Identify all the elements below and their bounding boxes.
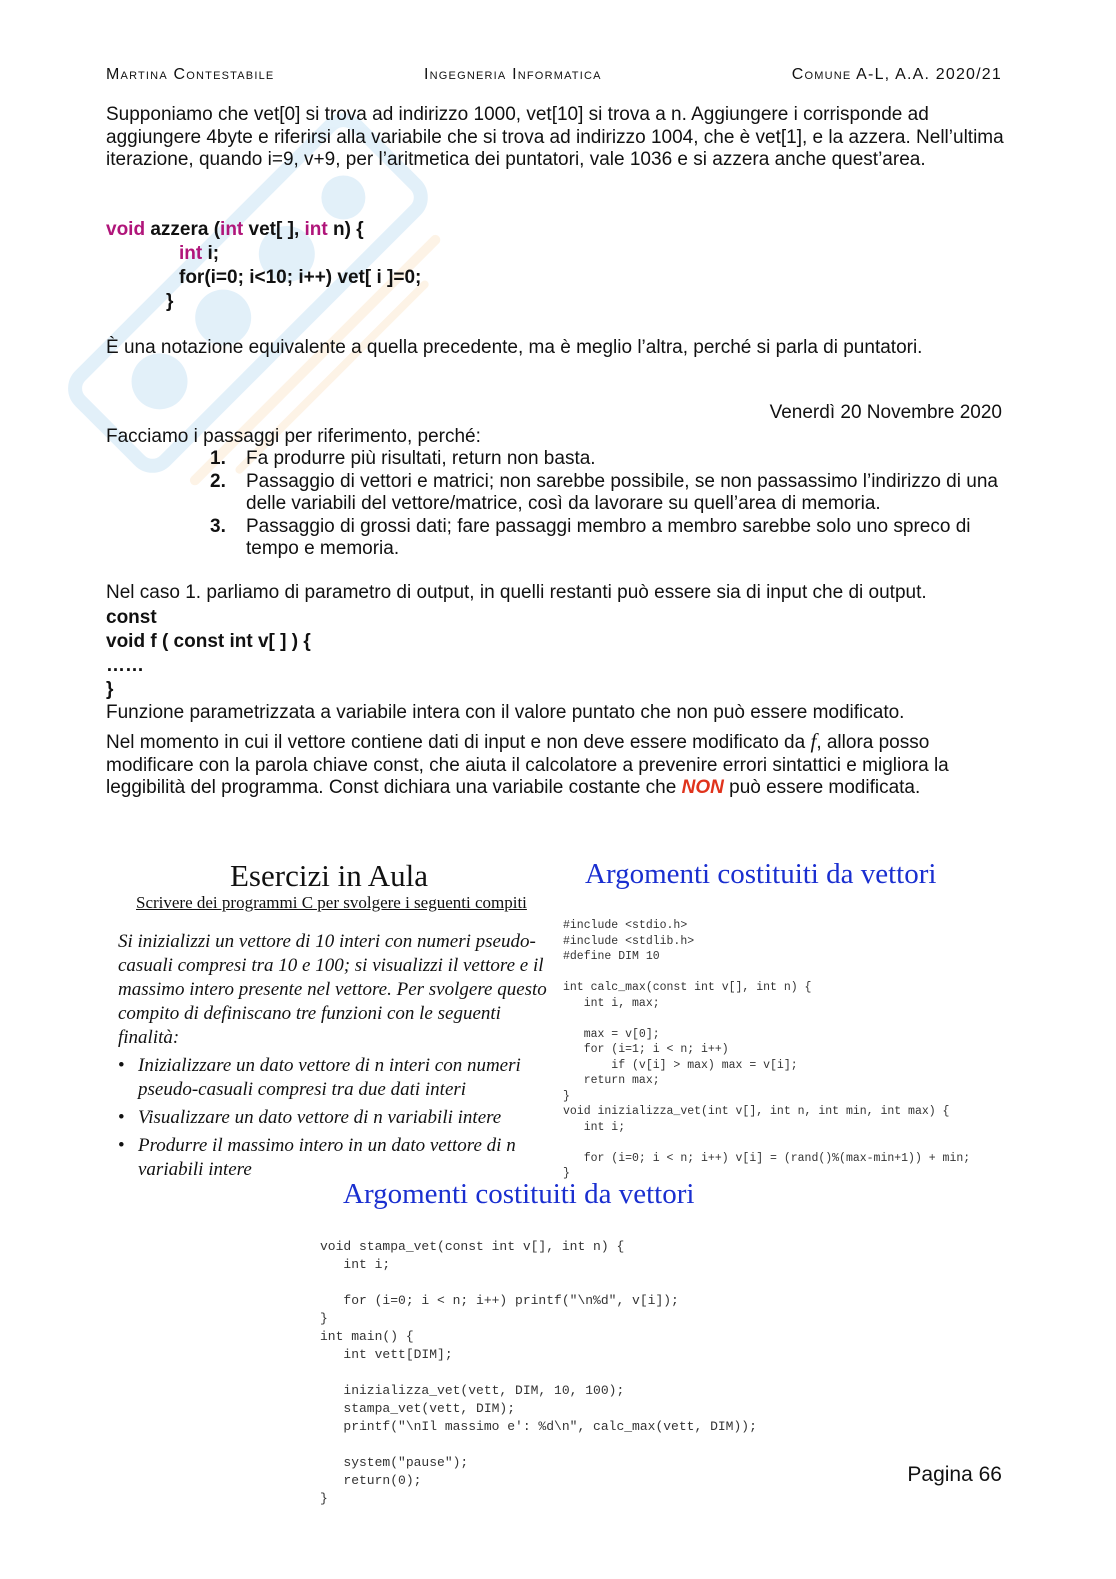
list-number: 2. bbox=[210, 470, 226, 492]
text-fragment: può essere modificata. bbox=[723, 777, 921, 798]
const-paragraph bbox=[106, 730, 1006, 800]
const-code-line: void f ( const int v[ ] ) { bbox=[106, 631, 311, 652]
list-item bbox=[210, 448, 1010, 471]
const-heading: const bbox=[106, 607, 157, 628]
header-course: Ingegneria Informatica bbox=[424, 66, 602, 83]
slide1-bullet: • Produrre il massimo intero in un dato vettore di n variabili intere bbox=[118, 1134, 548, 1182]
list-number: 3. bbox=[210, 515, 226, 537]
list-item bbox=[210, 516, 1010, 561]
slide3-code: void stampa_vet(const int v[], int n) { int i; for (i=0; i < n; i++) printf("\n%d", v[i]); } int main() { int vett[DIM]; inizializza_vet(vett, DIM, 10, 100); stampa_vet(vett, DIM); printf("\nIl massimo e': %d\n", calc_max(vett, DIM)); system("pause"); return(0); } bbox=[320, 1239, 757, 1506]
code-line-declaration bbox=[179, 242, 219, 266]
list-item bbox=[210, 471, 1010, 516]
keyword: int bbox=[304, 219, 328, 240]
slide1-body bbox=[118, 930, 548, 1182]
equivalent-note: È una notazione equivalente a quella precedente, ma è meglio l’altra, perché si parla di puntatori. bbox=[106, 337, 923, 358]
header-author: Martina Contestabile bbox=[106, 66, 275, 83]
const-code-line: } bbox=[106, 679, 114, 700]
slide3-title: Argomenti costituiti da vettori bbox=[343, 1178, 695, 1210]
page-number: Pagina 66 bbox=[907, 1463, 1002, 1486]
keyword: int bbox=[179, 243, 203, 264]
text-fragment: , allora posso modificare con la parola chiave const, che aiuta il calcolatore a prevenire errori sintattici e migliora la leggibilità del programma. Const dichiara una variabile costante che bbox=[106, 732, 949, 798]
const-code-line: …… bbox=[106, 655, 144, 676]
keyword: void bbox=[106, 219, 146, 240]
reasons-intro: Facciamo i passaggi per riferimento, perché: bbox=[106, 426, 481, 447]
slide1-subtitle: Scrivere dei programmi C per svolgere i seguenti compiti bbox=[136, 893, 527, 912]
reasons-list bbox=[210, 448, 1010, 561]
page-header bbox=[106, 66, 1002, 88]
const-description: Funzione parametrizzata a variabile intera con il valore puntato che non può essere modificato. bbox=[106, 702, 905, 723]
list-text: Passaggio di vettori e matrici; non sarebbe possibile, se non passassimo l’indirizzo di una delle variabili del vettore/matrice, così da lavorare su quell’area di memoria. bbox=[246, 470, 998, 514]
slide1-bullet: • Inizializzare un dato vettore di n interi con numeri pseudo-casuali compresi tra due dati interi bbox=[118, 1054, 548, 1102]
math-f: f bbox=[810, 729, 817, 753]
code-fragment: i; bbox=[207, 243, 220, 264]
keyword: int bbox=[220, 219, 244, 240]
case-note: Nel caso 1. parliamo di parametro di output, in quelli restanti può essere sia di input che di output. bbox=[106, 582, 927, 603]
list-text: Passaggio di grossi dati; fare passaggi membro a membro sarebbe solo uno spreco di tempo e memoria. bbox=[246, 515, 971, 559]
section-date: Venerdì 20 Novembre 2020 bbox=[769, 402, 1002, 423]
intro-paragraph: Supponiamo che vet[0] si trova ad indirizzo 1000, vet[10] si trova a n. Aggiungere i corrisponde ad aggiungere 4byte e riferirsi alla variabile che si trova ad indirizzo 1004, che è vet[1], e la azzera. Nell’ultima iterazione, quando i=9, v+9, per l’aritmetica dei puntatori, vale 1036 e si azzera anche quest’area. bbox=[106, 104, 1004, 170]
code-fragment: vet[ ], bbox=[248, 219, 305, 240]
slide2-code: #include <stdio.h> #include <stdlib.h> #define DIM 10 int calc_max(const int v[], int n) { int i, max; max = v[0]; for (i=1; i < n; i++) if (v[i] > max) max = v[i]; return max; } void inizializza_vet(int v[], int n, int min, int max) { int i; for (i=0; i < n; i++) v[i] = (rand()%(max-min+1)) + min; } bbox=[563, 919, 971, 1180]
slide2-title: Argomenti costituiti da vettori bbox=[585, 858, 937, 890]
code-line-loop: for(i=0; i<10; i++) vet[ i ]=0; bbox=[179, 267, 422, 288]
code-fragment: n) { bbox=[333, 219, 364, 240]
text-fragment: Nel momento in cui il vettore contiene dati di input e non deve essere modificato da bbox=[106, 732, 811, 753]
slide1-title: Esercizi in Aula bbox=[230, 858, 428, 893]
list-number: 1. bbox=[210, 448, 226, 469]
list-text: Fa produrre più risultati, return non basta. bbox=[246, 448, 596, 469]
code-fragment: azzera ( bbox=[150, 219, 221, 240]
code-line-close: } bbox=[166, 291, 174, 312]
slide1-paragraph: Si inizializzi un vettore di 10 interi con numeri pseudo-casuali compresi tra 10 e 100; si visualizzi il vettore e il massimo intero presente nel vettore. Per svolgere questo compito di definiscano tre funzioni con le seguenti finalità: bbox=[118, 931, 547, 1048]
slide1-bullet: • Visualizzare un dato vettore di n variabili intere bbox=[118, 1106, 548, 1130]
header-class: Comune A-L, A.A. 2020/21 bbox=[791, 66, 1002, 83]
emphasis-non: NON bbox=[681, 777, 724, 798]
code-line-signature bbox=[106, 218, 364, 242]
